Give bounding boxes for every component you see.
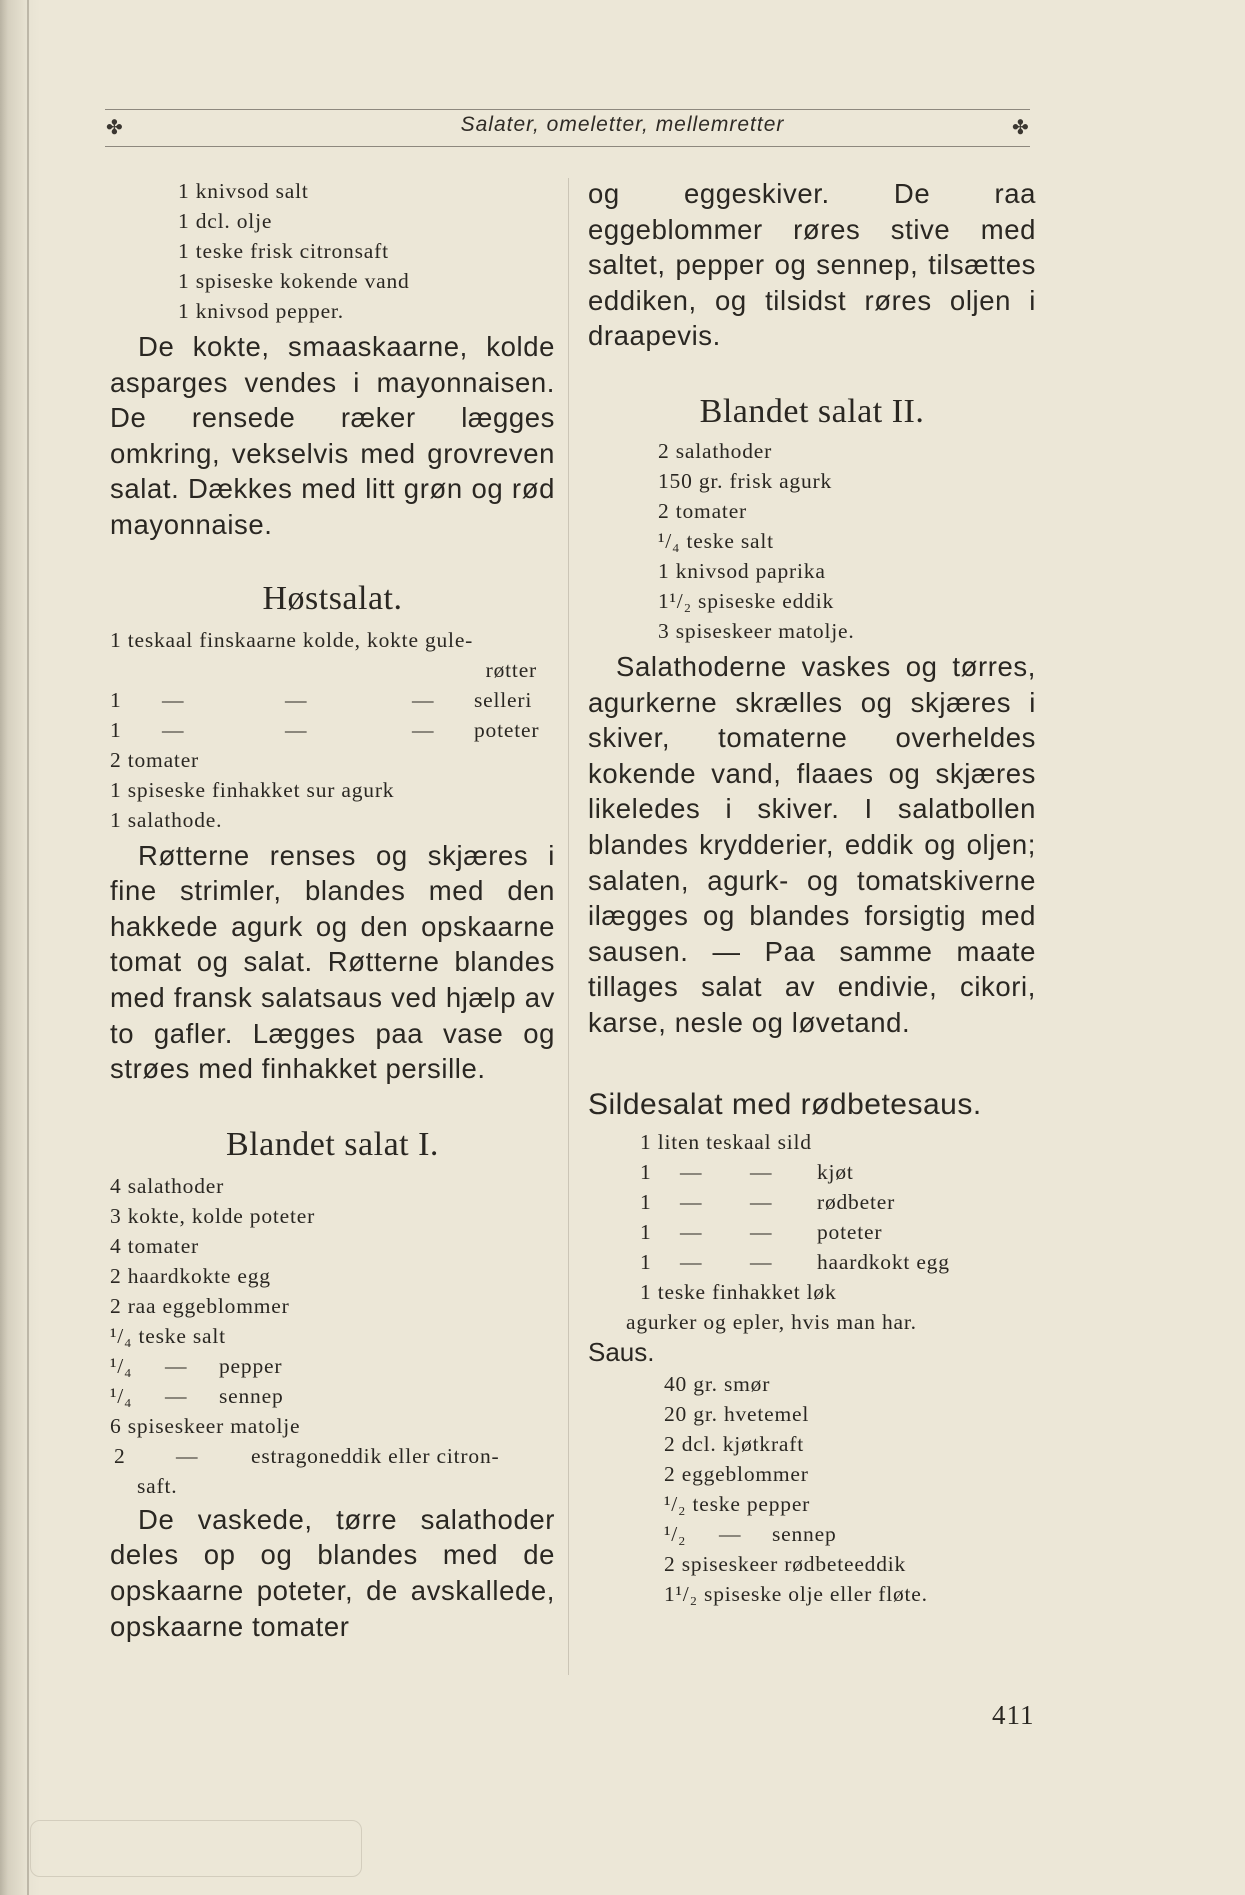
list-item bbox=[640, 1217, 1036, 1247]
ingredient-name: rødbeter bbox=[817, 1189, 896, 1214]
right-column bbox=[588, 176, 1036, 1609]
list-item: 1 knivsod pepper. bbox=[178, 299, 344, 323]
list-item: 150 gr. frisk agurk bbox=[658, 468, 833, 493]
ingredient-quantity: 1 bbox=[110, 687, 122, 712]
list-item: 3 kokte, kolde poteter bbox=[110, 1203, 316, 1228]
list-item bbox=[110, 1351, 555, 1381]
list-item bbox=[110, 715, 555, 745]
list-item: 1 liten teskaal sild bbox=[640, 1129, 812, 1154]
ditto-dash: — bbox=[750, 1249, 773, 1274]
ingredient-quantity: ¹/₄ bbox=[110, 1353, 133, 1378]
ornament-left-icon: ✤ bbox=[106, 115, 123, 139]
ingredient-quantity: ¹/₄ bbox=[110, 1383, 133, 1408]
blandet-salat-1-ingredient-list bbox=[110, 1171, 555, 1501]
list-item: 40 gr. smør bbox=[664, 1371, 771, 1396]
ingredient-name: haardkokt egg bbox=[817, 1249, 950, 1274]
list-item: 1¹/₂ spiseske olje eller fløte. bbox=[664, 1581, 928, 1606]
ditto-dash: — bbox=[165, 1383, 188, 1408]
list-item: 3 spiseskeer matolje. bbox=[658, 618, 855, 643]
ditto-dash: — bbox=[680, 1249, 703, 1274]
ditto-dash: — bbox=[719, 1521, 742, 1546]
continuation-paragraph: og eggeskiver. De raa eggeblommer røres stive med saltet, pepper og sennep, tilsættes eddiken, og tilsidst røres oljen i draapevis. bbox=[588, 178, 1036, 352]
ditto-dash: — bbox=[162, 717, 185, 742]
ditto-dash: — bbox=[680, 1189, 703, 1214]
list-item bbox=[640, 1247, 1036, 1277]
header-rule-top bbox=[105, 109, 1030, 110]
ingredient-name: poteter bbox=[474, 717, 540, 742]
blandet-salat-2-ingredient-list bbox=[588, 436, 1036, 646]
ingredient-quantity: 1 bbox=[640, 1219, 652, 1244]
ditto-dash: — bbox=[285, 717, 308, 742]
list-item bbox=[664, 1519, 1036, 1549]
list-item: 2 haardkokte egg bbox=[110, 1263, 271, 1288]
list-item: 6 spiseskeer matolje bbox=[110, 1413, 301, 1438]
saus-subheading: Saus. bbox=[588, 1336, 655, 1367]
ingredient-name: sennep bbox=[219, 1383, 284, 1408]
list-item: ¹/₄ teske salt bbox=[658, 528, 774, 553]
corner-mark bbox=[30, 1820, 362, 1877]
page-spine-shadow bbox=[0, 0, 40, 1895]
ingredient-name: sennep bbox=[772, 1521, 837, 1546]
asparges-paragraph: De kokte, smaaskaarne, kolde asparges vendes i mayonnaisen. De rensede ræker lægges omkring, vekselvis med grovreven salat. Dækkes med litt grøn og rød mayonnaise. bbox=[110, 331, 555, 540]
list-item-continuation: røtter bbox=[485, 657, 537, 682]
list-item: 1 teske finhakket løk bbox=[640, 1279, 837, 1304]
list-item bbox=[110, 685, 555, 715]
ditto-dash: — bbox=[176, 1443, 199, 1468]
list-item bbox=[640, 1187, 1036, 1217]
list-item: 1 teske frisk citronsaft bbox=[178, 239, 389, 263]
ingredient-name: selleri bbox=[474, 687, 533, 712]
blandet-salat-1-paragraph: De vaskede, tørre salathoder deles op og blandes med de opskaarne poteter, de avskallede, opskaarne tomater bbox=[110, 1503, 555, 1642]
saus-ingredient-list bbox=[588, 1369, 1036, 1609]
list-item: 20 gr. hvetemel bbox=[664, 1401, 810, 1426]
left-column bbox=[110, 176, 555, 1644]
list-item: 4 tomater bbox=[110, 1233, 199, 1258]
list-item: 2 spiseskeer rødbeteeddik bbox=[664, 1551, 907, 1576]
ditto-dash: — bbox=[750, 1189, 773, 1214]
ingredient-quantity: 1 bbox=[640, 1249, 652, 1274]
ditto-dash: — bbox=[680, 1159, 703, 1184]
sildesalat-ingredient-list bbox=[588, 1127, 1036, 1337]
ingredient-quantity: 2 bbox=[114, 1443, 126, 1468]
page-spine-line bbox=[27, 0, 29, 1895]
list-item: 1 knivsod paprika bbox=[658, 558, 826, 583]
top-ingredient-list bbox=[110, 176, 555, 326]
ditto-dash: — bbox=[680, 1219, 703, 1244]
blandet-salat-2-heading: Blandet salat II. bbox=[699, 392, 925, 430]
ingredient-name: poteter bbox=[817, 1219, 883, 1244]
list-item: 1¹/₂ spiseske eddik bbox=[658, 588, 835, 613]
ditto-dash: — bbox=[165, 1353, 188, 1378]
list-item: 1 knivsod salt bbox=[178, 179, 309, 203]
running-header-title: Salater, omeletter, mellemretter bbox=[460, 113, 785, 136]
ingredient-quantity: 1 bbox=[110, 717, 122, 742]
ditto-dash: — bbox=[412, 717, 435, 742]
column-divider bbox=[568, 178, 569, 1675]
ingredient-name: estragoneddik eller citron- bbox=[251, 1443, 500, 1468]
list-item: ¹/₄ teske salt bbox=[110, 1323, 226, 1348]
ingredient-name: kjøt bbox=[817, 1159, 854, 1184]
ingredient-quantity: 1 bbox=[640, 1189, 652, 1214]
ditto-dash: — bbox=[750, 1219, 773, 1244]
list-item: 2 raa eggeblommer bbox=[110, 1293, 290, 1318]
ingredient-quantity: 1 bbox=[640, 1159, 652, 1184]
ornament-right-icon: ✤ bbox=[1012, 115, 1029, 139]
list-item bbox=[640, 1157, 1036, 1187]
ditto-dash: — bbox=[412, 687, 435, 712]
hostsalat-heading: Høstsalat. bbox=[262, 579, 403, 617]
ditto-dash: — bbox=[162, 687, 185, 712]
list-item: 2 salathoder bbox=[658, 438, 773, 463]
list-item: 1 teskaal finskaarne kolde, kokte gule- bbox=[110, 627, 474, 652]
hostsalat-paragraph: Røtterne renses og skjæres i fine strimler, blandes med den hakkede agurk og den opskaarne tomat og salat. Røtterne blandes med fransk salatsaus ved hjælp av to gafler. Lægges paa vase og strøes med finhakket persille. bbox=[110, 839, 555, 1085]
hostsalat-ingredient-list bbox=[110, 625, 555, 835]
list-item: 1 spiseske kokende vand bbox=[178, 269, 410, 293]
list-item bbox=[110, 1441, 555, 1471]
list-item: 1 salathode. bbox=[110, 807, 223, 832]
list-item bbox=[110, 1381, 555, 1411]
list-item: 2 eggeblommer bbox=[664, 1461, 809, 1486]
list-item: 1 dcl. olje bbox=[178, 209, 273, 233]
header-rule-bottom bbox=[105, 146, 1030, 147]
list-item: 2 dcl. kjøtkraft bbox=[664, 1431, 804, 1456]
sildesalat-heading: Sildesalat med rødbetesaus. bbox=[588, 1087, 982, 1121]
list-item-continuation: saft. bbox=[137, 1473, 178, 1498]
list-item: 1 spiseske finhakket sur agurk bbox=[110, 777, 395, 802]
ingredient-name: pepper bbox=[219, 1353, 283, 1378]
page-number: 411 bbox=[992, 1700, 1035, 1730]
ditto-dash: — bbox=[750, 1159, 773, 1184]
ingredient-quantity: ¹/₂ bbox=[664, 1521, 687, 1546]
list-item: ¹/₂ teske pepper bbox=[664, 1491, 811, 1516]
list-item: 2 tomater bbox=[658, 498, 747, 523]
blandet-salat-2-paragraph: Salathoderne vaskes og tørres, agurkerne skrælles og skjæres i skiver, tomaterne overheldes kokende vand, flaaes og skjæres likeledes i skiver. I salatbollen blandes krydderier, eddik og oljen; salaten, agurk- og tomatskiverne ilægges og blandes forsigtig med sausen. — Paa samme maate tillages salat av endivie, cikori, karse, nesle og løvetand. bbox=[588, 650, 1036, 1038]
blandet-salat-1-heading: Blandet salat I. bbox=[226, 1125, 439, 1163]
list-item: 4 salathoder bbox=[110, 1173, 225, 1198]
list-item: agurker og epler, hvis man har. bbox=[626, 1309, 917, 1334]
list-item: 2 tomater bbox=[110, 747, 199, 772]
ditto-dash: — bbox=[285, 687, 308, 712]
